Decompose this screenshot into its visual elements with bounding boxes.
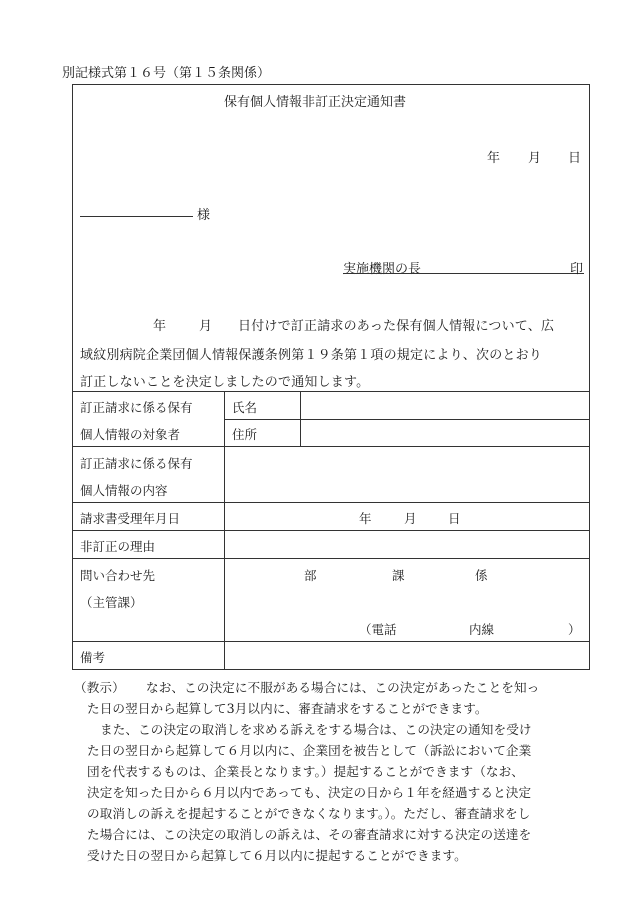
receipt-month-label: 月 bbox=[404, 511, 417, 526]
address-label: 住所 bbox=[232, 427, 258, 442]
intro-month-label: 月 bbox=[199, 319, 213, 334]
contact-label-line-1: 問い合わせ先 bbox=[80, 568, 156, 583]
row-divider-reason bbox=[72, 558, 590, 559]
unit-label: 係 bbox=[475, 568, 488, 583]
remarks-label: 備考 bbox=[80, 650, 106, 665]
notes-line-1: なお、この決定に不服がある場合には、この決定があったことを知っ bbox=[146, 680, 540, 695]
table-top-border bbox=[72, 391, 590, 392]
name-address-column-divider bbox=[300, 391, 301, 446]
intro-line-3: 訂正しないことを決定しましたので通知します。 bbox=[80, 375, 370, 390]
extension-label: 内線 bbox=[469, 622, 495, 637]
row-divider-subject bbox=[72, 446, 590, 447]
document-title: 保有個人情報非訂正決定通知書 bbox=[223, 95, 406, 110]
date-month-label: 月 bbox=[528, 151, 542, 166]
notes-line-5: 団を代表するものは、企業長となります。）提起することができます（なお、 bbox=[87, 764, 524, 779]
phone-close-paren: ） bbox=[568, 622, 581, 637]
receipt-date-label: 請求書受理年月日 bbox=[80, 511, 181, 526]
date-day-label: 日 bbox=[568, 151, 582, 166]
table-label-column-divider bbox=[224, 391, 225, 670]
notes-line-6: 決定を知った日から６月以内であっても、決定の日から１年を経過すると決定 bbox=[87, 785, 532, 800]
addressee-blank-line bbox=[80, 216, 193, 217]
contact-label-line-2: （主管課） bbox=[80, 595, 143, 610]
seal-mark: 印 bbox=[570, 262, 584, 277]
notes-line-4: た日の翌日から起算して６月以内に、企業団を被告として（訴訟において企業 bbox=[87, 743, 532, 758]
agency-signature-line bbox=[343, 273, 584, 274]
section-label: 課 bbox=[392, 568, 405, 583]
subject-label-line-2: 個人情報の対象者 bbox=[80, 427, 181, 442]
receipt-year-label: 年 bbox=[359, 511, 372, 526]
subject-label-line-1: 訂正請求に係る保有 bbox=[80, 400, 193, 415]
phone-label: （電話 bbox=[359, 622, 397, 637]
row-divider-contact bbox=[72, 641, 590, 642]
name-label: 氏名 bbox=[232, 400, 258, 415]
intro-year-label: 年 bbox=[153, 319, 167, 334]
content-label-line-2: 個人情報の内容 bbox=[80, 483, 168, 498]
content-label-line-1: 訂正請求に係る保有 bbox=[80, 456, 193, 471]
intro-line-1: 日付けで訂正請求のあった保有個人情報について、広 bbox=[238, 319, 555, 334]
agency-head-label: 実施機関の長 bbox=[343, 262, 422, 277]
department-label: 部 bbox=[304, 568, 317, 583]
notes-line-3: また、この決定の取消しを求める訴えをする場合は、この決定の通知を受け bbox=[100, 722, 532, 737]
notes-lead: （教示） bbox=[74, 680, 125, 695]
receipt-day-label: 日 bbox=[448, 511, 461, 526]
row-divider-receipt bbox=[72, 530, 590, 531]
reason-label: 非訂正の理由 bbox=[80, 539, 156, 554]
row-divider-content bbox=[72, 502, 590, 503]
intro-line-2: 域紋別病院企業団個人情報保護条例第１９条第１項の規定により、次のとおり bbox=[80, 348, 543, 363]
date-year-label: 年 bbox=[487, 151, 501, 166]
name-row-divider bbox=[224, 419, 590, 420]
notes-line-7: の取消しの訴えを提起することができなくなります。）。ただし、審査請求をし bbox=[87, 806, 531, 821]
notes-line-8: た場合には、この決定の取消しの訴えは、その審査請求に対する決定の送達を bbox=[87, 827, 532, 842]
addressee-suffix: 様 bbox=[197, 208, 211, 223]
notes-line-2: た日の翌日から起算して3月以内に、審査請求をすることができます。 bbox=[87, 701, 488, 716]
notes-line-9: 受けた日の翌日から起算して６月以内に提起することができます。 bbox=[87, 848, 467, 863]
form-number-label: 別記様式第１６号（第１５条関係） bbox=[62, 66, 271, 81]
